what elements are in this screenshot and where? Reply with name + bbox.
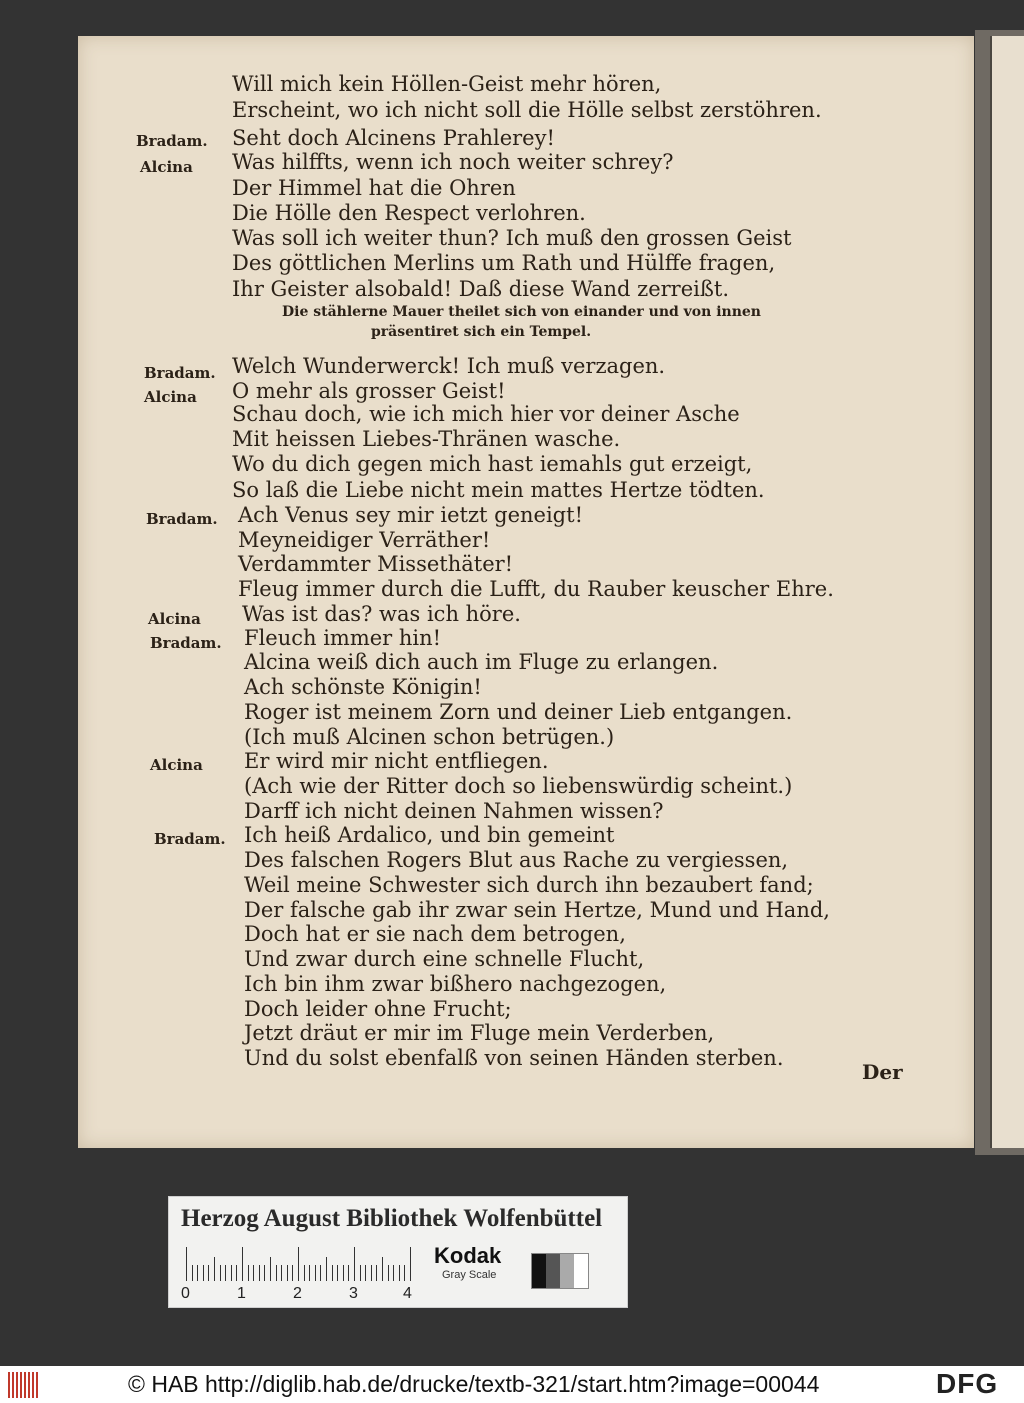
- ruler-tick: [315, 1265, 316, 1281]
- speaker-label: Bradam.: [154, 830, 226, 848]
- ruler-tick: [326, 1257, 327, 1281]
- ruler-tick: [404, 1265, 405, 1281]
- text-line: Doch leider ohne Frucht;: [244, 997, 512, 1021]
- text-line: Er wird mir nicht entfliegen.: [244, 749, 549, 773]
- text-line: (Ach wie der Ritter doch so liebenswürdig scheint.): [244, 774, 793, 798]
- ruler-tick: [231, 1265, 232, 1281]
- ruler-tick: [382, 1257, 383, 1281]
- ruler-tick: [343, 1265, 344, 1281]
- text-line: Seht doch Alcinens Prahlerey!: [232, 126, 555, 150]
- ruler-number: 2: [293, 1285, 302, 1302]
- text-line: Erscheint, wo ich nicht soll die Hölle selbst zerstöhren.: [232, 98, 822, 122]
- text-line: Was ist das? was ich höre.: [242, 602, 521, 626]
- ruler-tick: [292, 1265, 293, 1281]
- ruler-tick: [360, 1265, 361, 1281]
- text-line: Was hilffts, wenn ich noch weiter schrey?: [232, 150, 674, 174]
- ruler-tick: [270, 1257, 271, 1281]
- ruler-tick: [393, 1265, 394, 1281]
- ruler-tick: [298, 1247, 299, 1281]
- text-line: Meyneidiger Verräther!: [238, 528, 491, 552]
- speaker-label: Alcina: [148, 610, 201, 628]
- adjacent-page-edge: [990, 36, 1024, 1148]
- ruler-number: 0: [181, 1285, 190, 1302]
- speaker-label: Bradam.: [150, 634, 222, 652]
- hab-logo-icon: [8, 1372, 42, 1398]
- ruler-tick: [225, 1265, 226, 1281]
- ruler-tick: [276, 1265, 277, 1281]
- ruler-tick: [259, 1265, 260, 1281]
- text-line: Des falschen Rogers Blut aus Rache zu vergiessen,: [244, 848, 789, 872]
- ruler-tick: [354, 1247, 355, 1281]
- ruler-tick: [208, 1265, 209, 1281]
- ruler-tick: [197, 1265, 198, 1281]
- speaker-label: Bradam.: [144, 364, 216, 382]
- ruler-tick: [192, 1265, 193, 1281]
- text-line: So laß die Liebe nicht mein mattes Hertze tödten.: [232, 478, 765, 502]
- ruler-tick: [264, 1265, 265, 1281]
- text-line: Der Himmel hat die Ohren: [232, 176, 516, 200]
- text-line: Ach Venus sey mir ietzt geneigt!: [238, 503, 584, 527]
- dfg-logo: DFG: [936, 1368, 999, 1399]
- text-line: Verdammter Missethäter!: [238, 552, 514, 576]
- text-line: Alcina weiß dich auch im Fluge zu erlangen.: [244, 650, 719, 674]
- text-line: Darff ich nicht deinen Nahmen wissen?: [244, 799, 664, 823]
- text-line: Und zwar durch eine schnelle Flucht,: [244, 947, 645, 971]
- library-scale-card: [168, 1196, 628, 1308]
- ruler-tick: [248, 1265, 249, 1281]
- swatch: [546, 1254, 560, 1288]
- ruler-tick: [281, 1265, 282, 1281]
- text-line: Wo du dich gegen mich hast iemahls gut erzeigt,: [232, 452, 753, 476]
- text-line: Schau doch, wie ich mich hier vor deiner Asche: [232, 402, 740, 426]
- ruler-tick: [399, 1265, 400, 1281]
- ruler-tick: [236, 1265, 237, 1281]
- gray-scale-label: Gray Scale: [442, 1269, 497, 1281]
- ruler-number: 3: [349, 1285, 358, 1302]
- text-line: Fleug immer durch die Lufft, du Rauber keuscher Ehre.: [238, 577, 834, 601]
- ruler-tick: [220, 1265, 221, 1281]
- gray-scale-swatches: [531, 1253, 589, 1289]
- text-line: Ich heiß Ardalico, und bin gemeint: [244, 823, 615, 847]
- swatch: [532, 1254, 546, 1288]
- stage-direction: Die stählerne Mauer theilet sich von einander und von innen: [282, 304, 761, 320]
- text-line: (Ich muß Alcinen schon betrügen.): [244, 725, 615, 749]
- text-line: Jetzt dräut er mir im Fluge mein Verderben,: [244, 1021, 715, 1045]
- book-page: [78, 36, 974, 1148]
- speaker-label: Alcina: [140, 158, 193, 176]
- swatch: [560, 1254, 574, 1288]
- text-line: Weil meine Schwester sich durch ihn bezaubert fand;: [244, 873, 814, 897]
- ruler-tick: [371, 1265, 372, 1281]
- ruler-scale: [186, 1247, 424, 1281]
- text-line: Ihr Geister alsobald! Daß diese Wand zerreißt.: [232, 277, 730, 301]
- text-line: Ich bin ihm zwar bißhero nachgezogen,: [244, 972, 667, 996]
- text-line: Roger ist meinem Zorn und deiner Lieb entgangen.: [244, 700, 793, 724]
- ruler-number: 1: [237, 1285, 246, 1302]
- speaker-label: Alcina: [150, 756, 203, 774]
- ruler-tick: [365, 1265, 366, 1281]
- catchword: Der: [862, 1060, 903, 1084]
- kodak-logo: Kodak: [434, 1243, 502, 1268]
- text-line: Und du solst ebenfalß von seinen Händen sterben.: [244, 1046, 784, 1070]
- ruler-tick: [253, 1265, 254, 1281]
- footer-bar: [0, 1366, 1024, 1403]
- speaker-label: Bradam.: [136, 132, 208, 150]
- copyright-url[interactable]: © HAB http://diglib.hab.de/drucke/textb-321/start.htm?image=00044: [128, 1371, 820, 1397]
- ruler-tick: [410, 1247, 411, 1281]
- text-line: Der falsche gab ihr zwar sein Hertze, Mund und Hand,: [244, 898, 830, 922]
- library-name: Herzog August Bibliothek Wolfenbüttel: [181, 1205, 603, 1232]
- stage-direction: präsentiret sich ein Tempel.: [371, 324, 592, 340]
- ruler-tick: [332, 1265, 333, 1281]
- ruler-tick: [304, 1265, 305, 1281]
- text-line: Mit heissen Liebes-Thränen wasche.: [232, 427, 621, 451]
- ruler-tick: [348, 1265, 349, 1281]
- text-line: Fleuch immer hin!: [244, 626, 442, 650]
- ruler-number: 4: [403, 1285, 412, 1302]
- text-line: Des göttlichen Merlins um Rath und Hülffe fragen,: [232, 251, 776, 275]
- ruler-tick: [337, 1265, 338, 1281]
- ruler-tick: [376, 1265, 377, 1281]
- ruler-tick: [186, 1247, 187, 1281]
- text-line: Doch hat er sie nach dem betrogen,: [244, 922, 626, 946]
- speaker-label: Alcina: [144, 388, 197, 406]
- text-line: Was soll ich weiter thun? Ich muß den grossen Geist: [232, 226, 792, 250]
- text-line: Die Hölle den Respect verlohren.: [232, 201, 586, 225]
- speaker-label: Bradam.: [146, 510, 218, 528]
- text-line: O mehr als grosser Geist!: [232, 379, 506, 403]
- text-line: Ach schönste Königin!: [244, 675, 482, 699]
- text-line: Will mich kein Höllen-Geist mehr hören,: [232, 72, 662, 96]
- swatch: [574, 1254, 588, 1288]
- ruler-tick: [309, 1265, 310, 1281]
- text-line: Welch Wunderwerck! Ich muß verzagen.: [232, 354, 666, 378]
- ruler-tick: [388, 1265, 389, 1281]
- ruler-tick: [242, 1247, 243, 1281]
- ruler-tick: [320, 1265, 321, 1281]
- ruler-tick: [203, 1265, 204, 1281]
- ruler-tick: [287, 1265, 288, 1281]
- ruler-tick: [214, 1257, 215, 1281]
